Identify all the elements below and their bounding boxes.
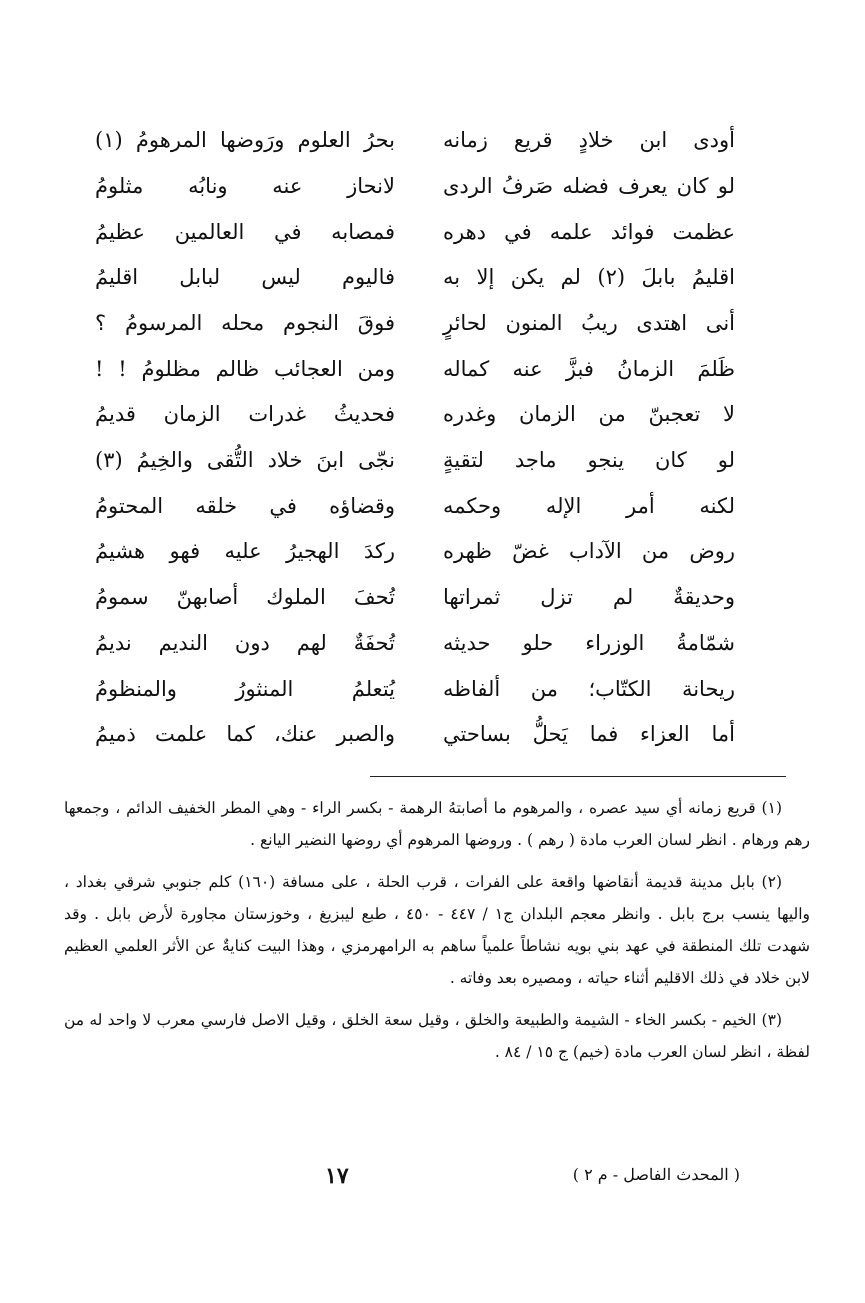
- verse-10: [95, 529, 735, 575]
- verse-second-hemistich: وقضاؤه في خلقه المحتومُ: [95, 493, 395, 518]
- verse-first-hemistich: وحديقةٌ لم تزل ثمراتها: [443, 585, 735, 610]
- verse-second-hemistich: نجّى ابنَ خلاد التُّقى والخِيمُ (٣): [95, 448, 395, 473]
- footnotes: [64, 792, 810, 1078]
- verse-second-hemistich: فحديثُ غدرات الزمان قديمُ: [95, 402, 395, 427]
- verse-13: [95, 666, 735, 712]
- book-signature: ( المحدث الفاصل - م ٢ ): [572, 1165, 740, 1184]
- verse-11: [95, 575, 735, 621]
- verse-second-hemistich: فاليوم ليس لبابل اقليمُ: [95, 265, 395, 290]
- verse-second-hemistich: لانحاز عنه ونابُه مثلومُ: [95, 173, 395, 198]
- verse-second-hemistich: فمصابه في العالمين عظيمُ: [95, 219, 395, 244]
- verse-1: [95, 118, 735, 164]
- page-number: ١٧: [325, 1163, 349, 1189]
- footnote-1: (١) قريع زمانه أي سيد عصره ، والمرهوم ما أصابتهُ الرهمة - بكسر الراء - وهي المطر الخفيف الدائم ، وجمعها رهم ورهام . انظر لسان العرب مادة ( رهم ) . وروضها المرهوم أي روضها النضير اليانع .: [64, 799, 810, 849]
- page-footer: [150, 1163, 740, 1193]
- verse-12: [95, 621, 735, 667]
- verse-3: [95, 209, 735, 255]
- verse-second-hemistich: تُحفَ الملوك أصابهنّ سمومُ: [95, 585, 395, 610]
- verse-first-hemistich: أما العزاء فما يَحلُّ بساحتي: [443, 722, 735, 747]
- verse-second-hemistich: بحرُ العلوم ورَوضها المرهومُ (١): [95, 128, 395, 153]
- verse-second-hemistich: والصبر عنك، كما علمت ذميمُ: [95, 722, 395, 747]
- poem: [95, 118, 735, 758]
- verse-first-hemistich: أنى اهتدى ريبُ المنون لحائرٍ: [443, 311, 735, 336]
- verse-second-hemistich: يُتعلمُ المنثورُ والمنظومُ: [95, 676, 395, 701]
- verse-14: [95, 712, 735, 758]
- verse-first-hemistich: ريحانة الكتّاب؛ من ألفاظه: [443, 676, 735, 701]
- verse-5: [95, 301, 735, 347]
- verse-first-hemistich: شمّامةُ الوزراء حلو حديثه: [443, 630, 735, 655]
- footnote-divider: [370, 776, 786, 777]
- verse-9: [95, 484, 735, 530]
- verse-4: [95, 255, 735, 301]
- verse-first-hemistich: أودى ابن خلادٍ قريع زمانه: [443, 128, 735, 153]
- verse-first-hemistich: لو كان ينجو ماجد لتقيةٍ: [443, 448, 735, 473]
- verse-first-hemistich: لكنه أمر الإله وحكمه: [443, 493, 735, 518]
- verse-first-hemistich: اقليمُ بابلَ (٢) لم يكن إلا به: [443, 265, 735, 290]
- verse-second-hemistich: فوقَ النجوم محله المرسومُ ؟: [95, 311, 395, 336]
- verse-6: [95, 346, 735, 392]
- verse-second-hemistich: تُحفَةٌ لهم دون النديم نديمُ: [95, 630, 395, 655]
- verse-2: [95, 164, 735, 210]
- verse-8: [95, 438, 735, 484]
- verse-second-hemistich: ركدَ الهجيرُ عليه فهو هشيمُ: [95, 539, 395, 564]
- verse-first-hemistich: لا تعجبنّ من الزمان وغدره: [443, 402, 735, 427]
- verse-second-hemistich: ومن العجائب ظالم مظلومُ ! !: [95, 356, 395, 381]
- verse-first-hemistich: عظمت فوائد علمه في دهره: [443, 219, 735, 244]
- footnote-3: (٣) الخيم - بكسر الخاء - الشيمة والطبيعة والخلق ، وقيل سعة الخلق ، وقيل الاصل فارسي معرب لا واحد له من لفظة ، انظر لسان العرب مادة (خيم) ج ١٥ / ٨٤ .: [64, 1011, 810, 1061]
- verse-7: [95, 392, 735, 438]
- verse-first-hemistich: ظَلمَ الزمانُ فبزَّ عنه كماله: [443, 356, 735, 381]
- footnote-2: (٢) بابل مدينة قديمة أنقاضها واقعة على الفرات ، قرب الحلة ، على مسافة (١٦٠) كلم جنوبي شرقي بغداد ، واليها ينسب برج بابل . وانظر معجم البلدان ج١ / ٤٤٧ - ٤٥٠ ، طبع ليبزيغ ، وخوزستان مجاورة لأرض بابل . وقد شهدت تلك المنطقة في عهد بني بويه نشاطاً علمياً ساهم به الرامهرمزي ، وهذا البيت كنايةٌ عن الأثر العلمي العظيم لابن خلاد في ذلك الاقليم أثناء حياته ، ومصيره بعد وفاته .: [64, 873, 811, 987]
- verse-first-hemistich: روض من الآداب غضّ ظهره: [443, 539, 735, 564]
- verse-first-hemistich: لو كان يعرف فضله صَرفُ الردى: [443, 173, 735, 198]
